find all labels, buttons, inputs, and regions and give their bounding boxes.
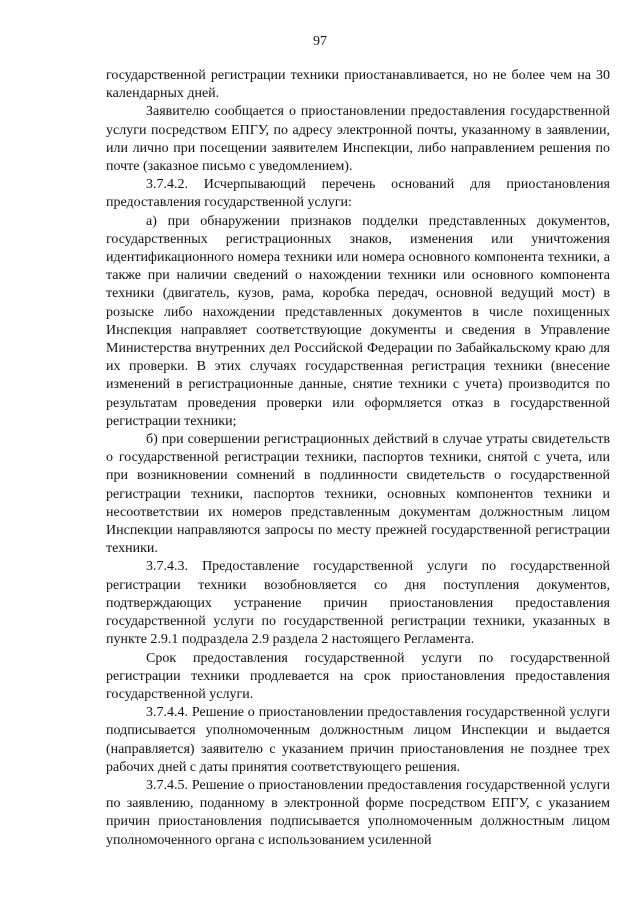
paragraph-applicant-notification: Заявителю сообщается о приостановлении предоставления государственной услуги посредством ЕПГУ, по адресу электронной почты, указанному в заявлении, или лично при посещении заявителем Инспекции, либо направлением решения по почте (заказное письмо с уведомлением).	[106, 104, 610, 175]
paragraph-continuation: государственной регистрации техники приостанавливается, но не более чем на 30 календарных дней.	[106, 68, 610, 102]
paragraph-item-a: а) при обнаружении признаков подделки представленных документов, государственных регистрационных знаков, изменения или уничтожения идентификационного номера техники или номера основного компонента техники, а также при наличии сведений о нахождении техники или основного компонента техники (двигатель, кузов, рама, коробка передач, основной ведущий мост) в розыске либо нахождении представленных документов в числе похищенных Инспекция направляет соответствующие документы и сведения в Управление Министерства внутренних дел Российской Федерации по Забайкальскому краю для их проверки. В этих случаях государственная регистрация техники (внесение изменений в регистрационные данные, снятие техники с учета) производится по результатам проведения проверки или оформляется отказ в государственной регистрации техники;	[106, 213, 610, 429]
paragraph-3-7-4-3: 3.7.4.3. Предоставление государственной услуги по государственной регистрации техники возобновляется со дня поступления документов, подтверждающих устранение причин приостановления предоставления государственной услуги по государственной регистрации техники, указанных в пункте 2.9.1 подраздела 2.9 раздела 2 настоящего Регламента.	[106, 559, 610, 648]
paragraph-3-7-4-5: 3.7.4.5. Решение о приостановлении предоставления государственной услуги по заявлению, поданному в электронной форме посредством ЕПГУ, с указанием причин приостановления подписывается уполномоченным должностным лицом уполномоченного органа с использованием усиленной	[106, 777, 610, 848]
document-body	[106, 67, 610, 850]
page-number: 97	[313, 34, 327, 49]
paragraph-term-extension: Срок предоставления государственной услуги по государственной регистрации техники продлевается на срок приостановления предоставления государственной услуги.	[106, 650, 610, 702]
paragraph-3-7-4-2: 3.7.4.2. Исчерпывающий перечень оснований для приостановления предоставления государственной услуги:	[106, 177, 610, 211]
paragraph-3-7-4-4: 3.7.4.4. Решение о приостановлении предоставления государственной услуги подписывается уполномоченным должностным лицом Инспекции и выдается (направляется) заявителю с указанием причин приостановления не позднее трех рабочих дней с даты принятия соответствующего решения.	[106, 705, 610, 775]
paragraph-item-b: б) при совершении регистрационных действий в случае утраты свидетельств о государственной регистрации техники, паспортов техники, снятой с учета, или при возникновении сомнений в подлинности свидетельств о государственной регистрации техники, паспортов техники, основных компонентов техники и несоответствии их номеров представленным документам должностным лицом Инспекции направляются запросы по месту прежней государственной регистрации техники.	[106, 432, 610, 557]
